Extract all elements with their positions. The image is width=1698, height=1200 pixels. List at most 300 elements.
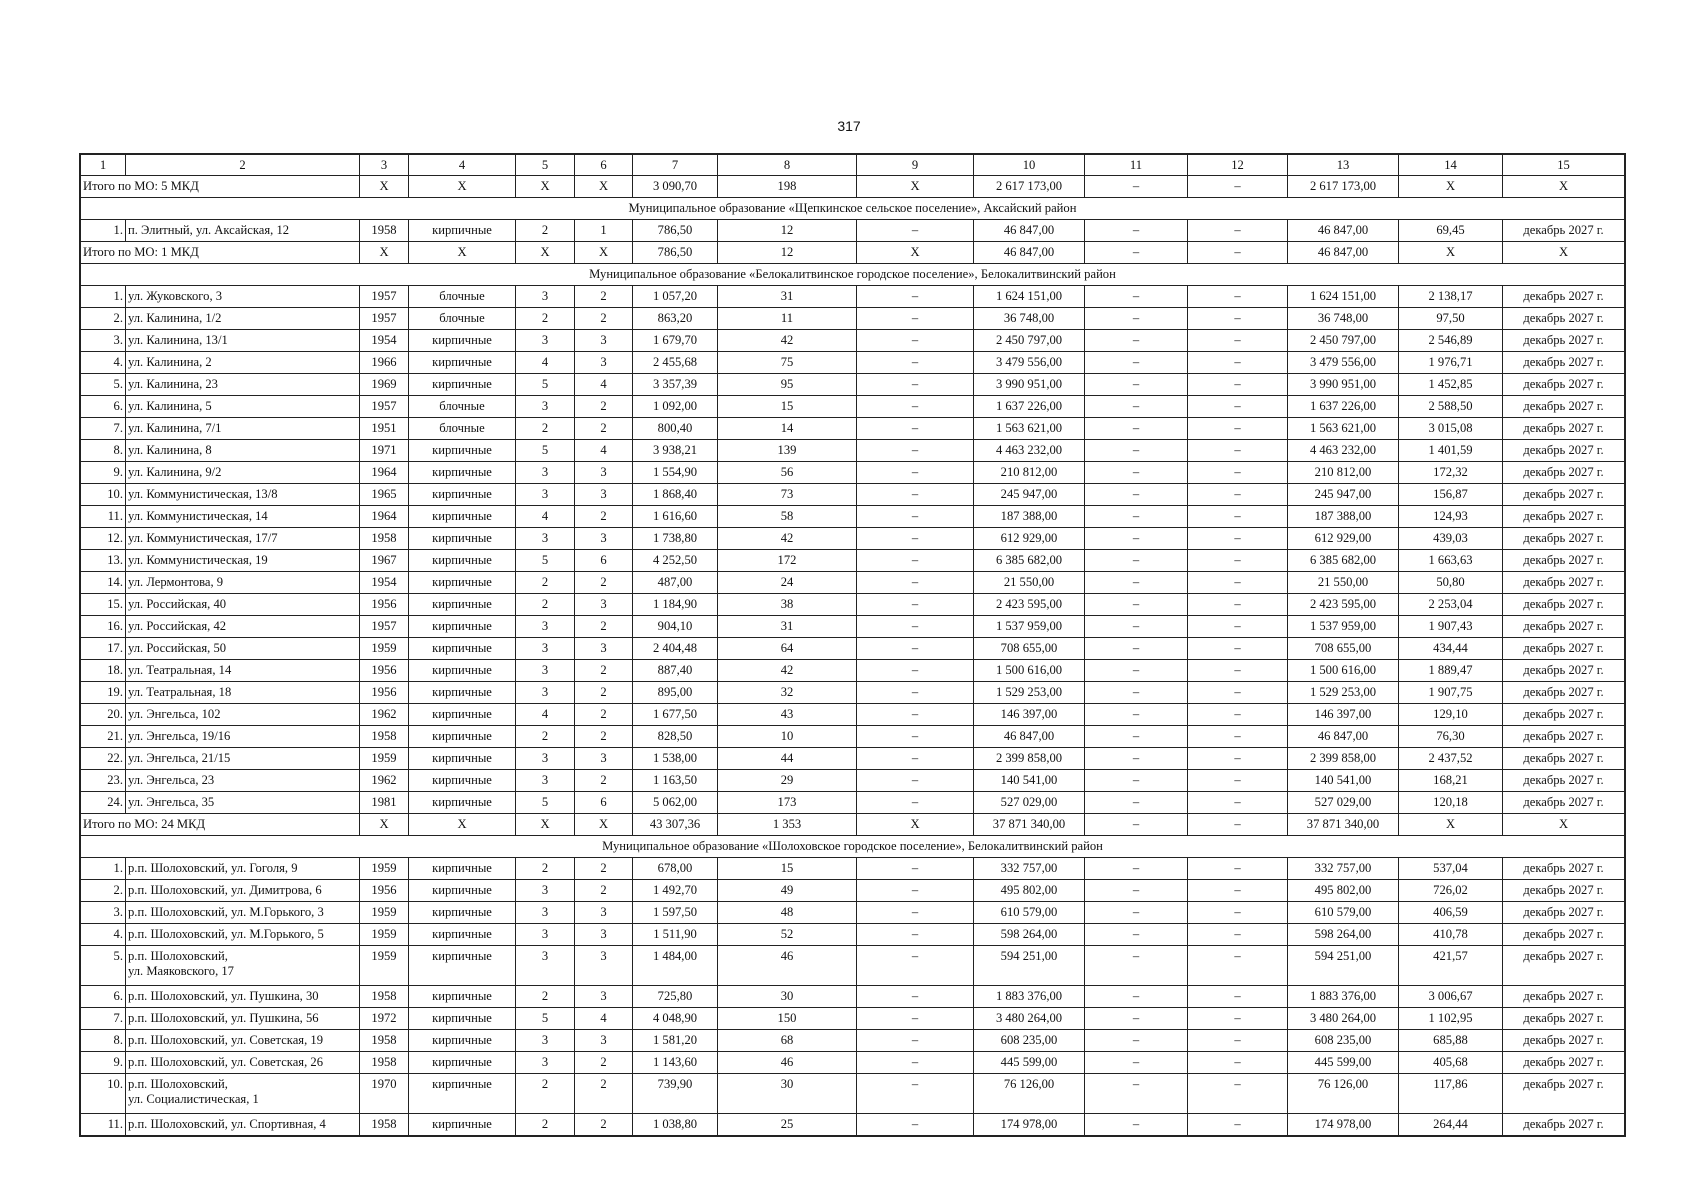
table-cell: – [1188,792,1288,814]
table-cell: 9. [81,462,126,484]
table-cell: 5 [516,374,575,396]
table-cell: 708 655,00 [974,638,1085,660]
table-cell: – [857,396,974,418]
table-cell: декабрь 2027 г. [1503,682,1625,704]
table-cell: кирпичные [409,616,516,638]
table-cell: 10. [81,484,126,506]
table-cell: 16. [81,616,126,638]
total-cell: Х [857,242,974,264]
table-cell: 46 847,00 [1288,220,1399,242]
table-cell: 68 [718,1030,857,1052]
table-cell: – [1085,638,1188,660]
address-cell: ул. Энгельса, 21/15 [126,748,360,770]
table-cell: 1 679,70 [633,330,718,352]
table-cell: декабрь 2027 г. [1503,792,1625,814]
table-cell: 172,32 [1399,462,1503,484]
table-cell: 3 357,39 [633,374,718,396]
table-cell: – [1188,986,1288,1008]
table-cell: – [1188,770,1288,792]
table-cell: 2. [81,308,126,330]
table-cell: 12 [718,220,857,242]
section-header-row [81,836,1625,858]
table-cell: 36 748,00 [1288,308,1399,330]
table-row [81,594,1625,616]
table-cell: декабрь 2027 г. [1503,440,1625,462]
table-cell: 2 546,89 [1399,330,1503,352]
table-cell: 146 397,00 [1288,704,1399,726]
table-cell: 4 [575,374,633,396]
table-row [81,352,1625,374]
table-cell: 42 [718,660,857,682]
table-cell: 2 455,68 [633,352,718,374]
total-cell: Х [575,814,633,836]
table-cell: 5 [516,1008,575,1030]
table-cell: декабрь 2027 г. [1503,396,1625,418]
table-cell: 24 [718,572,857,594]
total-cell: Х [516,242,575,264]
table-cell: – [857,986,974,1008]
table-cell: декабрь 2027 г. [1503,1008,1625,1030]
total-cell: 46 847,00 [974,242,1085,264]
table-cell: 1966 [360,352,409,374]
table-row [81,220,1625,242]
table-cell: 1958 [360,528,409,550]
table-cell: – [1085,946,1188,986]
table-cell: – [1085,616,1188,638]
table-cell: – [1188,572,1288,594]
table-cell: 2 [575,1052,633,1074]
column-number: 14 [1399,155,1503,176]
table-cell: 1 624 151,00 [974,286,1085,308]
table-cell: – [1188,1008,1288,1030]
table-cell: 2. [81,880,126,902]
table-cell: 95 [718,374,857,396]
table-cell: 1958 [360,726,409,748]
table-cell: 1 511,90 [633,924,718,946]
table-cell: 800,40 [633,418,718,440]
table-cell: – [857,594,974,616]
table-cell: – [857,1114,974,1136]
table-cell: кирпичные [409,440,516,462]
table-cell: 1 637 226,00 [974,396,1085,418]
table-row [81,374,1625,396]
table-row [81,616,1625,638]
table-cell: декабрь 2027 г. [1503,550,1625,572]
table-cell: 2 404,48 [633,638,718,660]
table-cell: – [1188,616,1288,638]
table-cell: 1957 [360,396,409,418]
table-row [81,550,1625,572]
table-cell: 42 [718,528,857,550]
address-cell: ул. Калинина, 23 [126,374,360,396]
table-cell: 5 [516,550,575,572]
table-cell: 3 479 556,00 [974,352,1085,374]
table-cell: блочные [409,418,516,440]
table-cell: – [1085,1052,1188,1074]
table-cell: – [857,880,974,902]
table-cell: – [1188,858,1288,880]
table-cell: декабрь 2027 г. [1503,418,1625,440]
total-row [81,814,1625,836]
column-number: 13 [1288,155,1399,176]
column-number: 8 [718,155,857,176]
table-cell: 117,86 [1399,1074,1503,1114]
table-cell: декабрь 2027 г. [1503,1074,1625,1114]
table-cell: 1964 [360,506,409,528]
table-cell: 1954 [360,330,409,352]
address-cell: ул. Российская, 42 [126,616,360,638]
table-cell: – [1085,330,1188,352]
address-cell: р.п. Шолоховский, ул. Спортивная, 4 [126,1114,360,1136]
table-cell: – [1188,1114,1288,1136]
table-cell: 1964 [360,462,409,484]
municipality-title: Муниципальное образование «Белокалитвинское городское поселение», Белокалитвинский район [81,264,1625,286]
table-cell: 187 388,00 [974,506,1085,528]
table-cell: 4 [516,704,575,726]
table-cell: – [1188,660,1288,682]
table-cell: 1967 [360,550,409,572]
table-cell: 75 [718,352,857,374]
table-cell: 4 [516,506,575,528]
table-cell: 3 [575,528,633,550]
table-cell: 1 868,40 [633,484,718,506]
table-cell: 52 [718,924,857,946]
table-cell: 174 978,00 [1288,1114,1399,1136]
table-cell: 1959 [360,638,409,660]
table-cell: 3 [516,660,575,682]
table-cell: 2 423 595,00 [974,594,1085,616]
table-cell: – [857,1074,974,1114]
table-cell: 1 143,60 [633,1052,718,1074]
table-cell: кирпичные [409,330,516,352]
total-cell: Х [516,176,575,198]
table-cell: – [1085,440,1188,462]
table-cell: – [1085,660,1188,682]
table-cell: кирпичные [409,374,516,396]
table-cell: 608 235,00 [974,1030,1085,1052]
table-cell: декабрь 2027 г. [1503,330,1625,352]
table-cell: 3 [575,1030,633,1052]
table-cell: 2 [575,726,633,748]
total-cell: Х [360,814,409,836]
address-cell: р.п. Шолоховский, ул. Пушкина, 56 [126,1008,360,1030]
table-row [81,726,1625,748]
table-cell: 495 802,00 [1288,880,1399,902]
table-cell: – [1085,1030,1188,1052]
table-cell: – [857,418,974,440]
table-cell: 4 463 232,00 [974,440,1085,462]
table-cell: декабрь 2027 г. [1503,616,1625,638]
table-row [81,286,1625,308]
table-cell: 31 [718,286,857,308]
table-cell: 5 062,00 [633,792,718,814]
address-cell: ул. Калинина, 9/2 [126,462,360,484]
table-cell: – [857,704,974,726]
table-cell: 46 [718,1052,857,1074]
table-cell: кирпичные [409,572,516,594]
table-cell: 1 452,85 [1399,374,1503,396]
address-cell: р.п. Шолоховский, ул. Пушкина, 30 [126,986,360,1008]
table-cell: – [1085,1114,1188,1136]
table-cell: 2 [575,880,633,902]
table-cell: кирпичные [409,506,516,528]
table-cell: 332 757,00 [1288,858,1399,880]
table-cell: – [1085,418,1188,440]
table-cell: 2 [516,1114,575,1136]
table-cell: 4 048,90 [633,1008,718,1030]
table-cell: кирпичные [409,638,516,660]
table-cell: 1 184,90 [633,594,718,616]
table-cell: 3 [516,616,575,638]
table-cell: 3 006,67 [1399,986,1503,1008]
table-cell: декабрь 2027 г. [1503,1052,1625,1074]
table-cell: – [857,572,974,594]
table-cell: декабрь 2027 г. [1503,352,1625,374]
table-cell: – [1188,924,1288,946]
table-cell: 1 889,47 [1399,660,1503,682]
table-cell: 1959 [360,748,409,770]
table-cell: 2 [575,572,633,594]
municipality-title: Муниципальное образование «Шолоховское городское поселение», Белокалитвинский район [81,836,1625,858]
table-cell: 1958 [360,1030,409,1052]
table-cell: 29 [718,770,857,792]
address-cell: ул. Коммунистическая, 14 [126,506,360,528]
table-cell: кирпичные [409,484,516,506]
table-cell: 4 [575,440,633,462]
table-cell: декабрь 2027 г. [1503,484,1625,506]
table-cell: – [857,286,974,308]
table-cell: 1 484,00 [633,946,718,986]
table-cell: 1 738,80 [633,528,718,550]
table-cell: – [857,770,974,792]
table-cell: 1 624 151,00 [1288,286,1399,308]
address-cell: ул. Калинина, 13/1 [126,330,360,352]
total-cell: Х [1399,176,1503,198]
table-row [81,902,1625,924]
address-cell: ул. Энгельса, 19/16 [126,726,360,748]
table-cell: – [1188,1074,1288,1114]
table-cell: – [1188,220,1288,242]
table-cell: – [1188,1030,1288,1052]
address-cell: п. Элитный, ул. Аксайская, 12 [126,220,360,242]
table-cell: декабрь 2027 г. [1503,902,1625,924]
total-cell: 12 [718,242,857,264]
table-cell: 245 947,00 [1288,484,1399,506]
table-cell: 264,44 [1399,1114,1503,1136]
table-cell: декабрь 2027 г. [1503,572,1625,594]
table-cell: 3 [575,484,633,506]
table-cell: 2 [575,1114,633,1136]
table-cell: – [1188,286,1288,308]
table-cell: 3 [516,924,575,946]
table-cell: – [1085,1008,1188,1030]
address-cell: р.п. Шолоховский, ул. М.Горького, 5 [126,924,360,946]
table-cell: 445 599,00 [1288,1052,1399,1074]
table-cell: 2 [575,858,633,880]
total-row [81,242,1625,264]
table-cell: – [1085,986,1188,1008]
address-cell: ул. Калинина, 5 [126,396,360,418]
address-cell: р.п. Шолоховский, ул. Советская, 26 [126,1052,360,1074]
table-cell: 3 [575,638,633,660]
table-cell: 21 550,00 [974,572,1085,594]
table-row [81,924,1625,946]
table-cell: 537,04 [1399,858,1503,880]
table-cell: кирпичные [409,528,516,550]
table-cell: – [1188,946,1288,986]
table-cell: 2 [516,594,575,616]
table-cell: 1959 [360,946,409,986]
table-cell: 2 [516,726,575,748]
table-row [81,660,1625,682]
table-cell: 1 102,95 [1399,1008,1503,1030]
table-cell: 2 [516,572,575,594]
table-cell: – [1188,440,1288,462]
table-cell: 1962 [360,770,409,792]
table-cell: – [857,484,974,506]
table-cell: 725,80 [633,986,718,1008]
table-cell: 1959 [360,924,409,946]
total-cell: Х [857,814,974,836]
address-cell: ул. Калинина, 7/1 [126,418,360,440]
address-cell: ул. Калинина, 2 [126,352,360,374]
table-cell: – [857,1008,974,1030]
table-row [81,506,1625,528]
table-cell: 1957 [360,616,409,638]
table-cell: – [1085,572,1188,594]
address-cell: ул. Коммунистическая, 17/7 [126,528,360,550]
table-cell: 5 [516,440,575,462]
table-cell: 25 [718,1114,857,1136]
table-cell: декабрь 2027 г. [1503,286,1625,308]
table-cell: 7. [81,1008,126,1030]
table-cell: блочные [409,396,516,418]
table-cell: 445 599,00 [974,1052,1085,1074]
table-cell: 4 [575,1008,633,1030]
table-cell: – [1188,902,1288,924]
table-row [81,1052,1625,1074]
table-cell: 120,18 [1399,792,1503,814]
table-cell: – [857,858,974,880]
column-number: 4 [409,155,516,176]
total-cell: Х [360,176,409,198]
table-cell: 46 847,00 [1288,726,1399,748]
table-cell: – [1188,638,1288,660]
table-cell: 405,68 [1399,1052,1503,1074]
table-cell: 1962 [360,704,409,726]
address-cell: ул. Театральная, 14 [126,660,360,682]
table-cell: 3 [516,528,575,550]
table-cell: 2 [516,1074,575,1114]
total-cell: Х [857,176,974,198]
table-cell: 42 [718,330,857,352]
table-cell: – [1085,374,1188,396]
table-cell: 3 [516,638,575,660]
table-cell: 173 [718,792,857,814]
table-cell: 1 163,50 [633,770,718,792]
table-cell: – [857,550,974,572]
table-cell: 2 [575,770,633,792]
table-cell: 2 [516,858,575,880]
table-cell: кирпичные [409,858,516,880]
table-row [81,704,1625,726]
table-cell: 608 235,00 [1288,1030,1399,1052]
table-cell: 8. [81,1030,126,1052]
table-cell: 44 [718,748,857,770]
table-cell: 30 [718,986,857,1008]
table-cell: 24. [81,792,126,814]
table-cell: 3 [516,330,575,352]
total-cell: Х [575,176,633,198]
table-cell: 726,02 [1399,880,1503,902]
total-cell: Х [1399,242,1503,264]
table-cell: – [857,440,974,462]
table-cell: – [1188,374,1288,396]
column-number: 11 [1085,155,1188,176]
table-cell: – [857,946,974,986]
table-cell: – [1085,594,1188,616]
table-cell: 1956 [360,682,409,704]
table-cell: – [1188,704,1288,726]
table-cell: 3 [516,902,575,924]
table-cell: 1970 [360,1074,409,1114]
table-cell: – [857,792,974,814]
table-cell: 10. [81,1074,126,1114]
table-row [81,572,1625,594]
table-cell: 46 [718,946,857,986]
table-cell: 124,93 [1399,506,1503,528]
table-cell: 2 [575,506,633,528]
table-cell: 1958 [360,220,409,242]
table-row [81,418,1625,440]
table-cell: 3 [516,396,575,418]
table-cell: 174 978,00 [974,1114,1085,1136]
table-cell: 21 550,00 [1288,572,1399,594]
table-cell: 1 976,71 [1399,352,1503,374]
table-cell: 3 [516,946,575,986]
total-cell: Х [360,242,409,264]
table-cell: 2 588,50 [1399,396,1503,418]
table-cell: 156,87 [1399,484,1503,506]
table-cell: – [857,528,974,550]
table-cell: 895,00 [633,682,718,704]
total-cell: 43 307,36 [633,814,718,836]
total-cell: Х [1503,242,1625,264]
total-cell: 46 847,00 [1288,242,1399,264]
table-cell: – [857,506,974,528]
table-cell: 1 637 226,00 [1288,396,1399,418]
table-cell: – [1188,594,1288,616]
table-row [81,462,1625,484]
table-cell: кирпичные [409,1074,516,1114]
table-row [81,528,1625,550]
table-cell: 3 [575,352,633,374]
table-cell: 210 812,00 [1288,462,1399,484]
table-cell: 1 883 376,00 [1288,986,1399,1008]
table-cell: 1 500 616,00 [1288,660,1399,682]
table-cell: 2 [516,220,575,242]
table-cell: 4 252,50 [633,550,718,572]
table-cell: декабрь 2027 г. [1503,726,1625,748]
table-cell: – [1188,726,1288,748]
table-cell: 14 [718,418,857,440]
address-cell: ул. Лермонтова, 9 [126,572,360,594]
table-row [81,308,1625,330]
table-cell: 1958 [360,986,409,1008]
table-cell: 1954 [360,572,409,594]
column-number: 5 [516,155,575,176]
table-cell: 1959 [360,902,409,924]
